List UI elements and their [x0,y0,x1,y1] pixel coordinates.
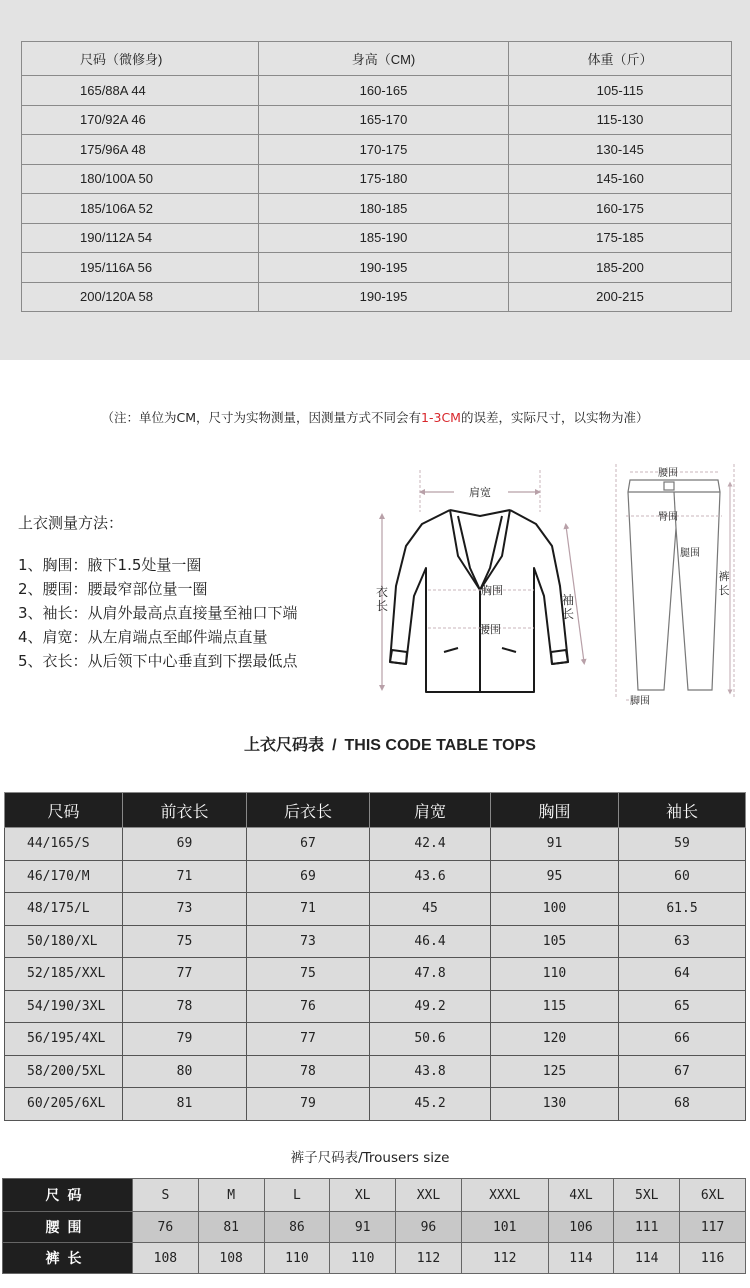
pants-thigh-label: 腿围 [680,548,700,559]
tops-header-sleeve: 袖长 [619,793,746,828]
tops-row [5,990,746,1023]
tops-sleeve-cell: 66 [619,1023,746,1056]
tops-chest-cell: 95 [491,860,619,893]
trousers-size-table [2,1178,746,1274]
tops-size-cell: 52/185/XXL [5,958,123,991]
tops-sleeve-cell: 67 [619,1055,746,1088]
trousers-cell: 117 [680,1212,746,1243]
pants-hem-label: 脚围 [630,696,650,707]
tops-size-cell: 46/170/M [5,860,123,893]
trousers-cell: 106 [548,1212,614,1243]
trousers-cell: M [198,1179,264,1212]
fit-guide-row [22,223,732,253]
tops-front-length-cell: 79 [123,1023,247,1056]
tops-row [5,1088,746,1121]
tops-back-length-cell: 73 [247,925,370,958]
tops-front-length-cell: 75 [123,925,247,958]
tops-back-length-cell: 71 [247,893,370,926]
fit-guide-row [22,105,732,135]
fit-weight-cell: 200-215 [509,282,732,312]
tops-title-cn: 上衣尺码表 [244,737,325,754]
tops-row [5,860,746,893]
fit-weight-cell: 175-185 [509,223,732,253]
note-suffix: 的误差，实际尺寸，以实物为准） [460,410,649,425]
tops-row [5,958,746,991]
tops-size-cell: 48/175/L [5,893,123,926]
fit-size-cell: 175/96A 48 [22,135,259,165]
trousers-diagram [606,458,746,708]
tops-size-cell: 58/200/5XL [5,1055,123,1088]
tops-row [5,828,746,861]
tops-size-table [4,792,746,1121]
tops-chest-cell: 115 [491,990,619,1023]
fit-size-cell: 190/112A 54 [22,223,259,253]
length-label-b: 长 [375,599,389,613]
tops-chest-cell: 110 [491,958,619,991]
fit-weight-cell: 115-130 [509,105,732,135]
method-title: 上衣测量方法： [18,514,124,532]
fit-height-cell: 180-185 [259,194,509,224]
note-highlight: 1-3CM [421,410,461,425]
method-item: 1、胸围：腋下1.5处量一圈 [18,556,202,574]
tops-front-length-cell: 77 [123,958,247,991]
tops-sleeve-cell: 63 [619,925,746,958]
length-label-a: 衣 [375,585,389,599]
tops-header-size: 尺码 [5,793,123,828]
tops-row [5,925,746,958]
tops-sleeve-cell: 59 [619,828,746,861]
tops-chest-cell: 120 [491,1023,619,1056]
chest-label: 胸围 [481,584,503,597]
trousers-cell: 5XL [614,1179,680,1212]
trousers-cell: 108 [133,1243,199,1274]
tops-table-title [0,732,750,755]
fit-guide-table [21,41,732,312]
tops-shoulder-cell: 45 [370,893,491,926]
trousers-cell: 114 [614,1243,680,1274]
pants-waist-label: 腰围 [658,468,678,479]
tops-header-row [5,793,746,828]
sleeve-label-b: 长 [561,607,575,621]
tops-size-cell: 60/205/6XL [5,1088,123,1121]
tops-header-shoulder: 肩宽 [370,793,491,828]
shoulder-dimension [420,470,540,512]
tops-shoulder-cell: 42.4 [370,828,491,861]
tops-front-length-cell: 81 [123,1088,247,1121]
fit-header-weight: 体重（斤） [509,42,732,76]
tops-front-length-cell: 73 [123,893,247,926]
tops-shoulder-cell: 47.8 [370,958,491,991]
tops-back-length-cell: 75 [247,958,370,991]
tops-shoulder-cell: 43.6 [370,860,491,893]
waist-dimension [428,623,534,636]
pants-hip-label: 臀围 [658,512,678,523]
jacket-outline [390,510,568,692]
jacket-diagram [362,466,592,698]
trousers-cell: 116 [680,1243,746,1274]
tops-front-length-cell: 78 [123,990,247,1023]
fit-weight-cell: 160-175 [509,194,732,224]
fit-guide-row [22,253,732,283]
waist-label: 腰围 [479,623,501,636]
trousers-cell: 86 [264,1212,330,1243]
fit-height-cell: 175-180 [259,164,509,194]
method-item: 2、腰围：腰最窄部位量一圈 [18,580,208,598]
trousers-cell: 112 [396,1243,462,1274]
tops-sleeve-cell: 65 [619,990,746,1023]
tops-front-length-cell: 80 [123,1055,247,1088]
chest-dimension [428,583,534,597]
tops-chest-cell: 91 [491,828,619,861]
trousers-cell: 6XL [680,1179,746,1212]
tops-sleeve-cell: 64 [619,958,746,991]
fit-size-cell: 200/120A 58 [22,282,259,312]
tops-shoulder-cell: 49.2 [370,990,491,1023]
trousers-row-label: 腰围 [3,1212,133,1243]
tops-chest-cell: 105 [491,925,619,958]
length-dimension [376,516,388,688]
fit-height-cell: 190-195 [259,253,509,283]
tops-sleeve-cell: 60 [619,860,746,893]
fit-weight-cell: 105-115 [509,76,732,106]
tops-title-separator: / [332,737,337,754]
tops-header-chest: 胸围 [491,793,619,828]
trousers-cell: XXL [396,1179,462,1212]
tops-size-cell: 44/165/S [5,828,123,861]
fit-weight-cell: 185-200 [509,253,732,283]
fit-guide-header-row [22,42,732,76]
trousers-length-row [3,1243,746,1274]
tops-front-length-cell: 71 [123,860,247,893]
trousers-cell: XL [330,1179,396,1212]
fit-size-cell: 170/92A 46 [22,105,259,135]
shoulder-label: 肩宽 [469,486,491,499]
trousers-row-label: 尺码 [3,1179,133,1212]
tops-shoulder-cell: 43.8 [370,1055,491,1088]
tops-back-length-cell: 69 [247,860,370,893]
tops-back-length-cell: 67 [247,828,370,861]
fit-header-size: 尺码（微修身) [22,42,259,76]
tops-back-length-cell: 77 [247,1023,370,1056]
fit-height-cell: 160-165 [259,76,509,106]
tops-row [5,893,746,926]
tops-title-en: THIS CODE TABLE TOPS [344,737,536,754]
trousers-cell: 4XL [548,1179,614,1212]
tops-header-back-length: 后衣长 [247,793,370,828]
trousers-cell: 114 [548,1243,614,1274]
tops-row [5,1023,746,1056]
fit-guide-row [22,76,732,106]
trousers-waist-row [3,1212,746,1243]
method-list [18,553,298,673]
pants-length-label-b: 长 [718,584,730,597]
tops-row [5,1055,746,1088]
fit-guide-row [22,194,732,224]
fit-guide-row [22,164,732,194]
fit-height-cell: 170-175 [259,135,509,165]
method-item: 5、衣长：从后领下中心垂直到下摆最低点 [18,652,298,670]
tops-header-front-length: 前衣长 [123,793,247,828]
tops-shoulder-cell: 46.4 [370,925,491,958]
fit-guide-row [22,282,732,312]
tops-back-length-cell: 79 [247,1088,370,1121]
trousers-cell: 96 [396,1212,462,1243]
trousers-cell: 111 [614,1212,680,1243]
tops-back-length-cell: 78 [247,1055,370,1088]
method-item: 3、袖长：从肩外最高点直接量至袖口下端 [18,604,298,622]
method-item: 4、肩宽：从左肩端点至邮件端点直量 [18,628,268,646]
fit-weight-cell: 130-145 [509,135,732,165]
trousers-size-row [3,1179,746,1212]
trousers-cell: 110 [330,1243,396,1274]
trousers-cell: L [264,1179,330,1212]
trousers-cell: 101 [461,1212,548,1243]
fit-guide-row [22,135,732,165]
tops-sleeve-cell: 68 [619,1088,746,1121]
fit-weight-cell: 145-160 [509,164,732,194]
tops-front-length-cell: 69 [123,828,247,861]
fit-size-cell: 180/100A 50 [22,164,259,194]
tops-shoulder-cell: 45.2 [370,1088,491,1121]
trousers-row-label: 裤长 [3,1243,133,1274]
fit-size-cell: 165/88A 44 [22,76,259,106]
tops-sleeve-cell: 61.5 [619,893,746,926]
tops-chest-cell: 125 [491,1055,619,1088]
trousers-cell: XXXL [461,1179,548,1212]
tops-chest-cell: 100 [491,893,619,926]
fit-height-cell: 165-170 [259,105,509,135]
fit-size-cell: 185/106A 52 [22,194,259,224]
measurement-note [0,408,750,426]
sleeve-label-a: 袖 [561,593,575,607]
trousers-cell: 81 [198,1212,264,1243]
tops-size-cell: 54/190/3XL [5,990,123,1023]
trousers-cell: 76 [133,1212,199,1243]
trousers-cell: 112 [461,1243,548,1274]
trousers-cell: 110 [264,1243,330,1274]
trousers-cell: S [133,1179,199,1212]
trousers-cell: 91 [330,1212,396,1243]
tops-size-cell: 56/195/4XL [5,1023,123,1056]
pants-length-label-a: 裤 [718,570,730,583]
note-prefix: （注：单位为CM，尺寸为实物测量，因测量方式不同会有 [101,410,422,425]
fit-height-cell: 185-190 [259,223,509,253]
fit-header-height: 身高（CM) [259,42,509,76]
tops-shoulder-cell: 50.6 [370,1023,491,1056]
tops-chest-cell: 130 [491,1088,619,1121]
tops-back-length-cell: 76 [247,990,370,1023]
trousers-cell: 108 [198,1243,264,1274]
tops-size-cell: 50/180/XL [5,925,123,958]
trousers-table-title: 裤子尺码表/Trousers size [290,1150,450,1166]
fit-height-cell: 190-195 [259,282,509,312]
fit-size-cell: 195/116A 56 [22,253,259,283]
